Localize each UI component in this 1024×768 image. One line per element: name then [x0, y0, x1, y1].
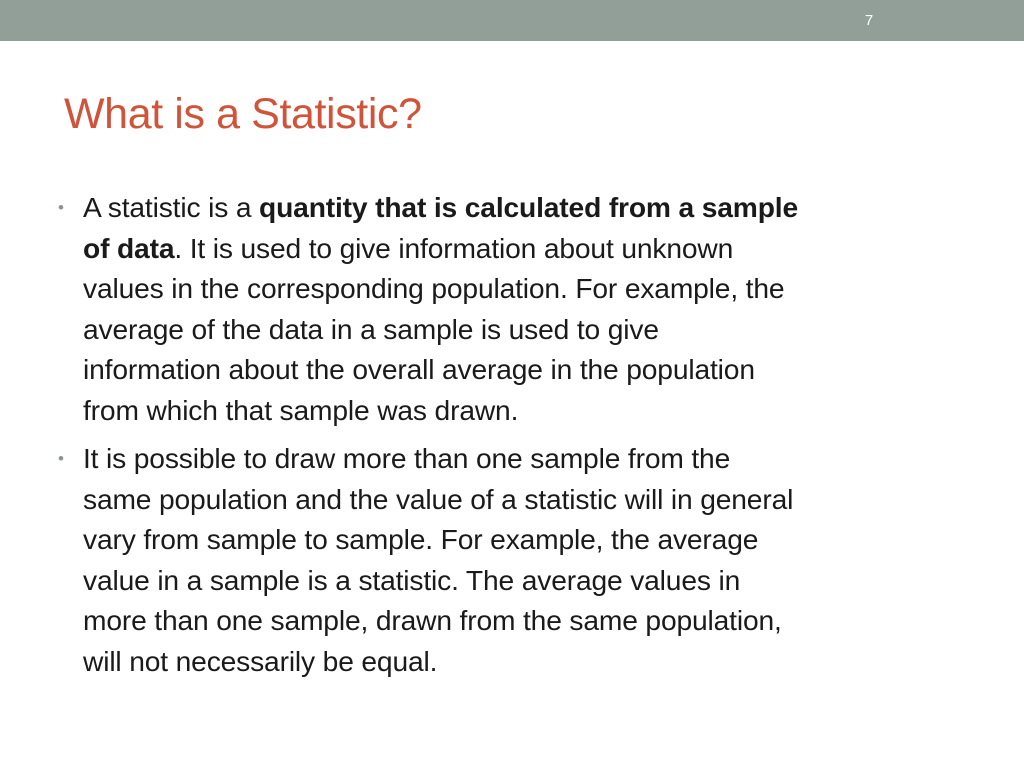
- bullet-line: [83, 228, 978, 269]
- bullet-line: more than one sample, drawn from the same population,: [83, 604, 782, 636]
- bullet-line: values in the corresponding population. For example, the: [83, 272, 785, 304]
- bullet-line: information about the overall average in the population: [83, 353, 755, 385]
- slide-number: 7: [864, 12, 874, 29]
- bullet-line: vary from sample to sample. For example, the average: [83, 523, 759, 555]
- bullet-line: will not necessarily be equal.: [83, 644, 438, 677]
- bullet-item-sampling-variation: [58, 438, 978, 681]
- bullet-list: [58, 187, 978, 681]
- bullet-line: [83, 187, 978, 228]
- header-bar: [0, 0, 1024, 41]
- bullet-line: value in a sample is a statistic. The average values in: [83, 563, 741, 596]
- bullet-text-bold: quantity that is calculated from a sample: [259, 191, 798, 223]
- bullet-text: A statistic is a: [83, 191, 260, 223]
- slide-title: What is a Statistic?: [64, 90, 422, 138]
- bullet-text-bold: of data: [83, 231, 175, 264]
- bullet-item-definition: [58, 187, 978, 430]
- bullet-text: . It is used to give information about unknown: [174, 231, 734, 264]
- bullet-line: same population and the value of a statistic will in general: [83, 482, 794, 515]
- bullet-line: It is possible to draw more than one sample from the: [83, 442, 731, 474]
- bullet-line: from which that sample was drawn.: [83, 393, 519, 426]
- bullet-icon: •: [58, 449, 64, 468]
- bullet-icon: •: [58, 198, 64, 217]
- bullet-line: average of the data in a sample is used to give: [83, 312, 659, 345]
